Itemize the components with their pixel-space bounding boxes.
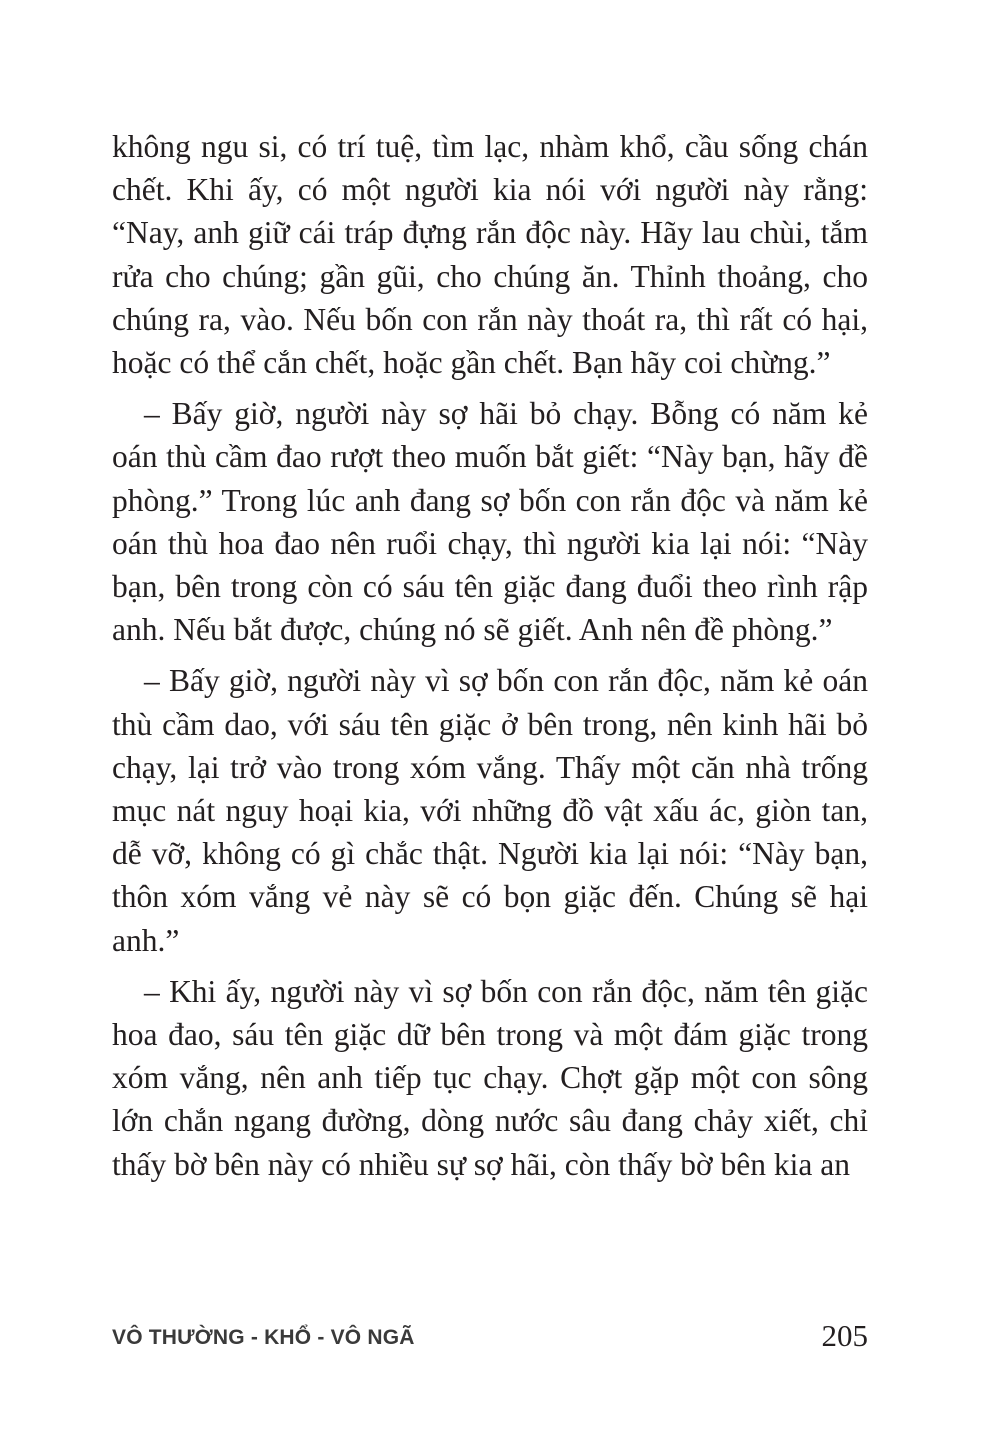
page-footer — [112, 1318, 868, 1362]
running-chapter-title: VÔ THƯỜNG - KHỔ - VÔ NGÃ — [112, 1326, 415, 1349]
body-text — [112, 125, 868, 1194]
paragraph-2: – Bấy giờ, người này sợ hãi bỏ chạy. Bỗng có năm kẻ oán thù cầm đao rượt theo muốn bắt giết: “Này bạn, hãy đề phòng.” Trong lúc anh đang sợ bốn con rắn độc và năm kẻ oán thù hoa đao nên ruổi chạy, thì người kia lại nói: “Này bạn, bên trong còn có sáu tên giặc đang đuổi theo rình rập anh. Nếu bắt được, chúng nó sẽ giết. Anh nên đề phòng.” — [112, 396, 868, 648]
paragraph-3: – Bấy giờ, người này vì sợ bốn con rắn độc, năm kẻ oán thù cầm dao, với sáu tên giặc ở bên trong, nên kinh hãi bỏ chạy, lại trở vào trong xóm vắng. Thấy một căn nhà trống mục nát nguy hoại kia, với những đồ vật xấu ác, giòn tan, dễ vỡ, không có gì chắc thật. Người kia lại nói: “Này bạn, thôn xóm vắng vẻ này sẽ có bọn giặc đến. Chúng sẽ hại anh.” — [112, 663, 868, 958]
paragraph-1: không ngu si, có trí tuệ, tìm lạc, nhàm khổ, cầu sống chán chết. Khi ấy, có một người kia nói với người này rằng: “Nay, anh giữ cái tráp đựng rắn độc này. Hãy lau chùi, tắm rửa cho chúng; gần gũi, cho chúng ăn. Thỉnh thoảng, cho chúng ra, vào. Nếu bốn con rắn này thoát ra, thì rất có hại, hoặc có thể cắn chết, hoặc gần chết. Bạn hãy coi chừng.” — [112, 129, 868, 381]
page-number: 205 — [821, 1318, 868, 1353]
paragraph-4: – Khi ấy, người này vì sợ bốn con rắn độc, năm tên giặc hoa đao, sáu tên giặc dữ bên trong và một đám giặc trong xóm vắng, nên anh tiếp tục chạy. Chợt gặp một con sông lớn chắn ngang đường, dòng nước sâu đang chảy xiết, chỉ thấy bờ bên này có nhiều sự sợ hãi, còn thấy bờ bên kia an — [112, 973, 868, 1182]
